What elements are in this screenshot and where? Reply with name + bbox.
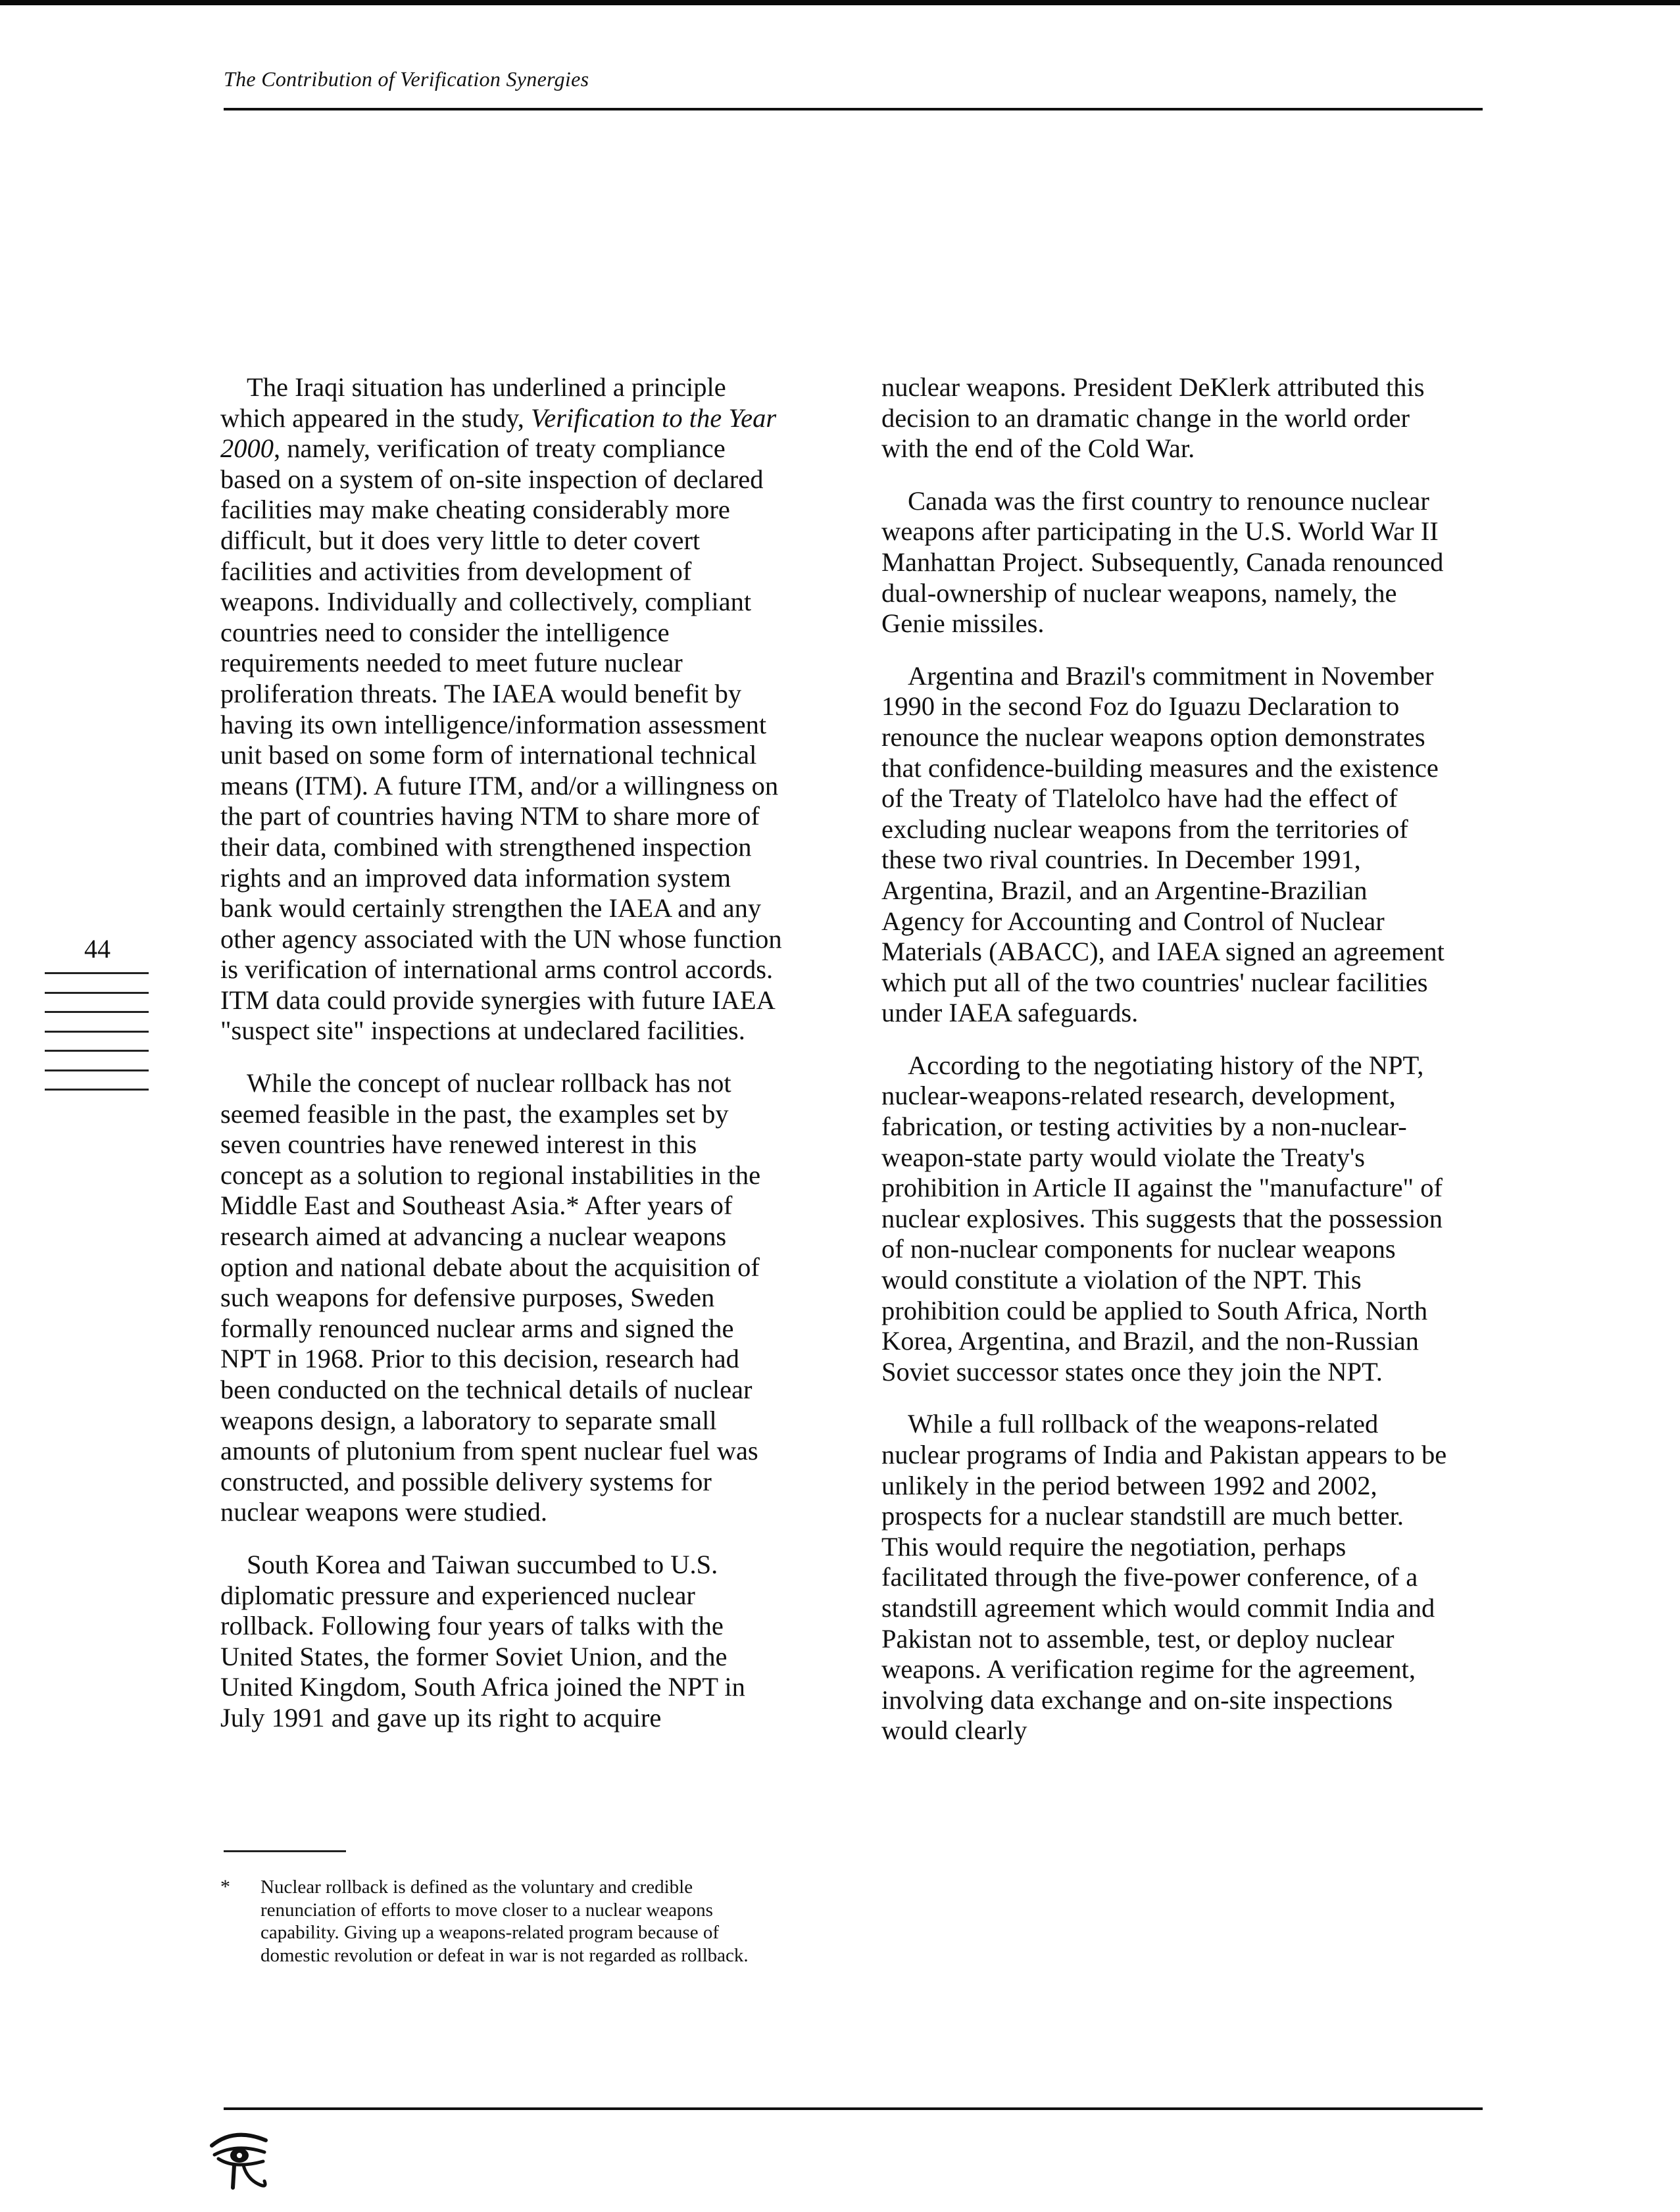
study-title: Verification to the Year 2000 [220,403,777,464]
left-paragraph-1 [220,372,786,1046]
margin-rule [45,1069,149,1071]
right-paragraph-5: While a full rollback of the weapons-related nuclear programs of India and Pakistan appears to be unlikely in the period between 1992 and 2002, prospects for a nuclear standstill are much better. This would require the negotiation, perhaps facilitated through the five-power conference, of a standstill agreement which would commit India and Pakistan not to assemble, test, or deploy nuclear weapons. A verification regime for the agreement, involving data exchange and on-site inspections would clearly [881,1409,1447,1746]
margin-rule [45,1031,149,1033]
left-paragraph-2: While the concept of nuclear rollback has not seemed feasible in the past, the examples set by seven countries have renewed interest in this concept as a solution to regional instabilities in the Middle East and Southeast Asia.* After years of research aimed at advancing a nuclear weapons option and national debate about the acquisition of such weapons for defensive purposes, Sweden formally renounced nuclear arms and signed the NPT in 1968. Prior to this decision, research had been conducted on the technical details of nuclear weapons design, a laboratory to separate small amounts of plutonium from spent nuclear fuel was constructed, and possible delivery systems for nuclear weapons were studied. [220,1068,761,1527]
right-paragraph-2: Canada was the first country to renounce nuclear weapons after participating in the U.S. World War II Manhattan Project. Subsequently, Canada renounced dual-ownership of nuclear weapons, namely, the Genie missiles. [881,485,1444,639]
footnote-marker: * [220,1876,230,1898]
left-paragraph-1-text-b: , namely, verification of treaty compliance based on a system of on-site inspection of declared facilities may make cheating considerably more difficult, but it does very little to deter covert facilities and activities from development of weapons. Individually and collectively, compliant countries need to consider the intelligence requirements needed to meet future nuclear proliferation threats. The IAEA would benefit by having its own intelligence/information assessment unit based on some form of international technical means (ITM). A future ITM, and/or a willingness on the part of countries having NTM to share more of their data, combined with strengthened inspection rights and an improved data information system bank would certainly strengthen the IAEA and any other agency associated with the UN whose function is verification of international arms control accords. ITM data could provide synergies with future IAEA "suspect site" inspections at undeclared facilities. [220,433,782,1046]
right-paragraph-3: Argentina and Brazil's commitment in November 1990 in the second Foz do Iguazu Declaration to renounce the nuclear weapons option demonstrates that confidence-building measures and the existence of the Treaty of Tlatelolco have had the effect of excluding nuclear weapons from the territories of these two rival countries. In December 1991, Argentina, Brazil, and an Argentine-Brazilian Agency for Accounting and Control of Nuclear Materials (ABACC), and IAEA signed an agreement which put all of the two countries' nuclear facilities under IAEA safeguards. [881,660,1445,1028]
header-rule [224,108,1483,111]
running-head-title: The Contribution of Verification Synergies [224,67,589,91]
margin-rule [45,1050,149,1052]
page-number: 44 [84,934,111,964]
eye-of-horus-icon [209,2126,268,2192]
footnote-rule [224,1850,346,1852]
footnote-text: Nuclear rollback is defined as the voluntary and credible renunciation of efforts to move closer to a nuclear weapons capability. Giving up a weapons-related program because of domestic revolution or defeat in war is not regarded as rollback. [260,1877,749,1966]
margin-rule [45,972,149,974]
left-paragraph-3: South Korea and Taiwan succumbed to U.S. diplomatic pressure and experienced nuclear rollback. Following four years of talks with the United States, the former Soviet Union, and the United Kingdom, South Africa joined the NPT in July 1991 and gave up its right to acquire [220,1549,745,1733]
left-paragraph-1-text-a: The Iraqi situation has underlined a principle which appeared in the study, [220,372,726,433]
margin-rules [45,972,149,1108]
footer-rule [224,2107,1483,2110]
margin-rule [45,1089,149,1091]
top-edge-rule [0,0,1680,5]
margin-rule [45,992,149,994]
right-column [881,372,1447,1768]
left-column [220,372,786,1756]
right-paragraph-4: According to the negotiating history of the NPT, nuclear-weapons-related research, development, fabrication, or testing activities by a non-nuclear-weapon-state party would violate the Treaty's prohibition in Article II against the "manufacture" of nuclear explosives. This suggests that the possession of non-nuclear components for nuclear weapons would constitute a violation of the NPT. This prohibition could be applied to South Africa, North Korea, Argentina, and Brazil, and the non-Russian Soviet successor states once they join the NPT. [881,1050,1443,1387]
margin-rule [45,1011,149,1013]
right-paragraph-1: nuclear weapons. President DeKlerk attributed this decision to an dramatic change in the world order with the end of the Cold War. [881,372,1425,464]
